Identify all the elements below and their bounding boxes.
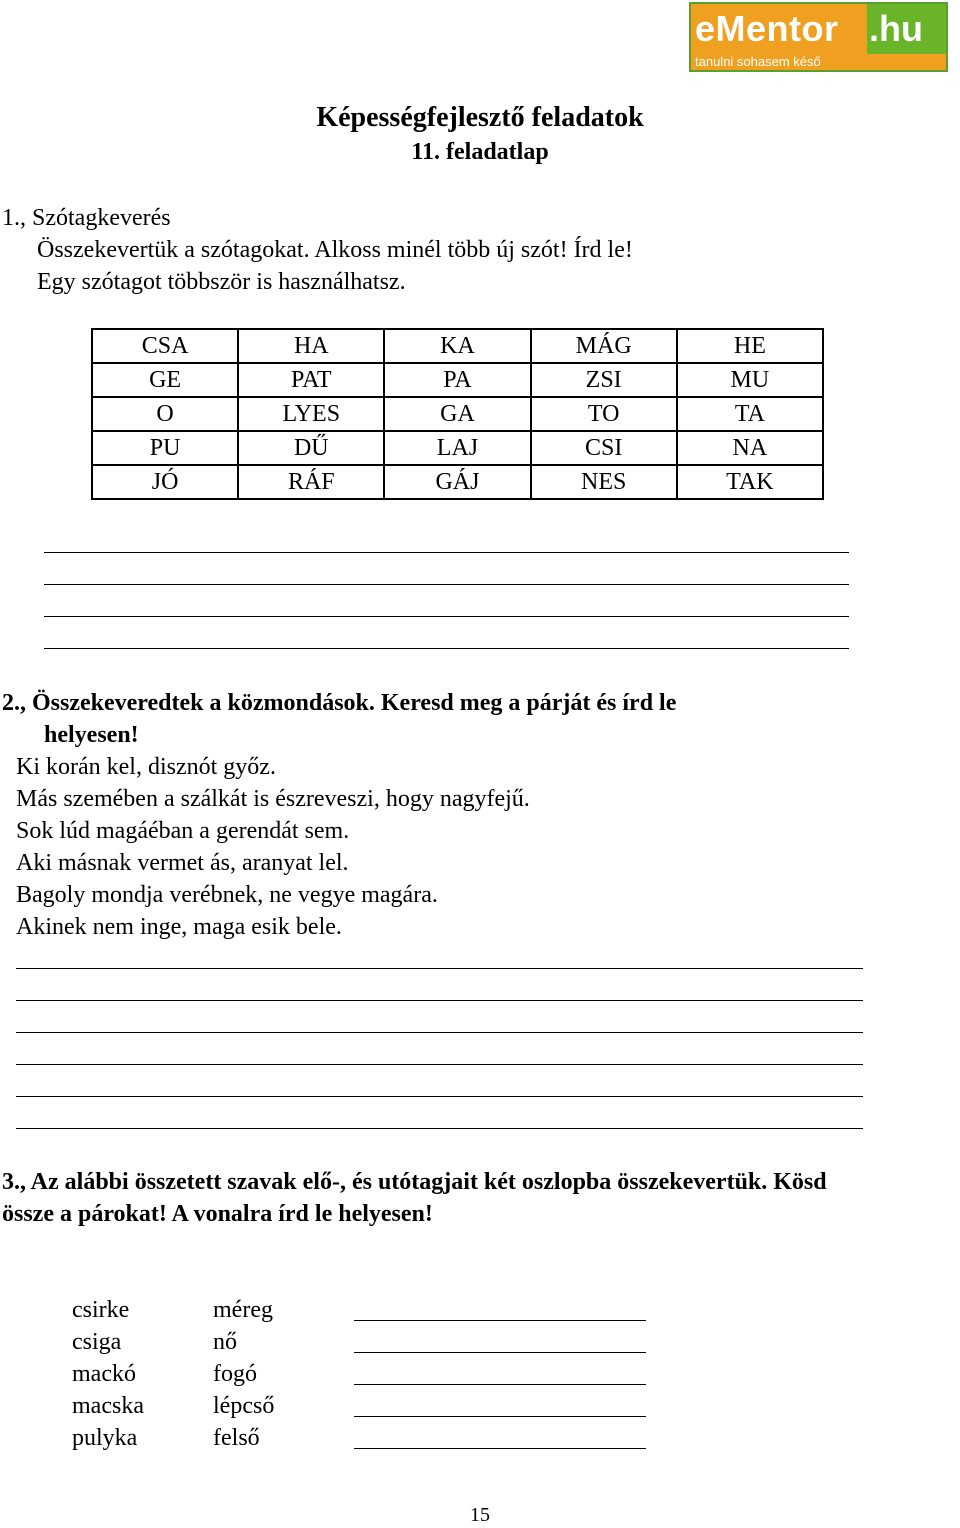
syllable-table — [91, 328, 824, 500]
answer-line[interactable] — [16, 1000, 863, 1001]
syllable-row — [92, 363, 823, 397]
word-first-part: macska — [72, 1393, 144, 1419]
word-second-part: méreg — [213, 1297, 273, 1323]
syllable-cell: ZSI — [531, 363, 677, 397]
word-second-part: felső — [213, 1425, 260, 1451]
answer-line[interactable] — [16, 1032, 863, 1033]
logo-brand-main: eMentor — [691, 4, 867, 54]
syllable-row — [92, 431, 823, 465]
answer-line[interactable] — [354, 1448, 646, 1449]
syllable-cell: CSA — [92, 329, 238, 363]
syllable-cell: PA — [384, 363, 530, 397]
syllable-cell: GA — [384, 397, 530, 431]
answer-line[interactable] — [44, 552, 849, 553]
proverb-line: Aki másnak vermet ás, aranyat lel. — [16, 850, 349, 876]
answer-line[interactable] — [354, 1352, 646, 1353]
syllable-cell: CSI — [531, 431, 677, 465]
syllable-cell: MU — [677, 363, 823, 397]
syllable-cell: NA — [677, 431, 823, 465]
syllable-row — [92, 465, 823, 499]
syllable-cell: DŰ — [238, 431, 384, 465]
word-first-part: mackó — [72, 1361, 136, 1387]
answer-line[interactable] — [354, 1384, 646, 1385]
syllable-cell: KA — [384, 329, 530, 363]
ementor-logo — [689, 2, 948, 72]
answer-line[interactable] — [16, 968, 863, 969]
task1-instruction-2: Egy szótagot többször is használhatsz. — [37, 269, 406, 295]
task3-heading-cont: össze a párokat! A vonalra írd le helyesen! — [2, 1201, 433, 1227]
word-second-part: lépcső — [213, 1393, 275, 1419]
logo-top — [691, 4, 946, 54]
word-second-part: nő — [213, 1329, 237, 1355]
syllable-cell: TO — [531, 397, 677, 431]
answer-line[interactable] — [16, 1064, 863, 1065]
syllable-cell: HE — [677, 329, 823, 363]
proverb-line: Akinek nem inge, maga esik bele. — [16, 914, 342, 940]
word-first-part: csirke — [72, 1297, 130, 1323]
logo-tagline: tanulni sohasem késő — [691, 54, 946, 70]
page-number: 15 — [470, 1504, 490, 1526]
answer-line[interactable] — [44, 616, 849, 617]
syllable-cell: GÁJ — [384, 465, 530, 499]
task2-heading: 2., Összekeveredtek a közmondások. Keresd meg a párját és írd le — [2, 690, 677, 716]
syllable-row — [92, 329, 823, 363]
logo-brand-tld: .hu — [867, 4, 946, 54]
syllable-cell: PAT — [238, 363, 384, 397]
answer-line[interactable] — [354, 1320, 646, 1321]
syllable-row — [92, 397, 823, 431]
answer-line[interactable] — [354, 1416, 646, 1417]
answer-line[interactable] — [16, 1128, 863, 1129]
answer-line[interactable] — [16, 1096, 863, 1097]
syllable-cell: O — [92, 397, 238, 431]
syllable-cell: NES — [531, 465, 677, 499]
word-first-part: csiga — [72, 1329, 122, 1355]
syllable-cell: HA — [238, 329, 384, 363]
syllable-cell: RÁF — [238, 465, 384, 499]
syllable-cell: GE — [92, 363, 238, 397]
proverb-line: Bagoly mondja verébnek, ne vegye magára. — [16, 882, 438, 908]
task1-instruction-1: Összekevertük a szótagokat. Alkoss minél több új szót! Írd le! — [37, 237, 633, 263]
page-title: Képességfejlesztő feladatok — [316, 102, 644, 133]
answer-line[interactable] — [44, 584, 849, 585]
syllable-cell: TAK — [677, 465, 823, 499]
answer-line[interactable] — [44, 648, 849, 649]
syllable-cell: MÁG — [531, 329, 677, 363]
syllable-cell: PU — [92, 431, 238, 465]
proverb-line: Sok lúd magáéban a gerendát sem. — [16, 818, 350, 844]
syllable-cell: LYES — [238, 397, 384, 431]
word-first-part: pulyka — [72, 1425, 138, 1451]
word-second-part: fogó — [213, 1361, 257, 1387]
syllable-cell: JÓ — [92, 465, 238, 499]
task1-heading: 1., Szótagkeverés — [2, 205, 171, 231]
proverb-line: Ki korán kel, disznót győz. — [16, 754, 276, 780]
syllable-cell: TA — [677, 397, 823, 431]
proverb-line: Más szemében a szálkát is észreveszi, hogy nagyfejű. — [16, 786, 530, 812]
task3-heading: 3., Az alábbi összetett szavak elő-, és utótagjait két oszlopba összekevertük. Kösd — [2, 1169, 827, 1195]
task2-heading-cont: helyesen! — [44, 722, 139, 748]
page-subtitle: 11. feladatlap — [411, 139, 549, 165]
syllable-cell: LAJ — [384, 431, 530, 465]
